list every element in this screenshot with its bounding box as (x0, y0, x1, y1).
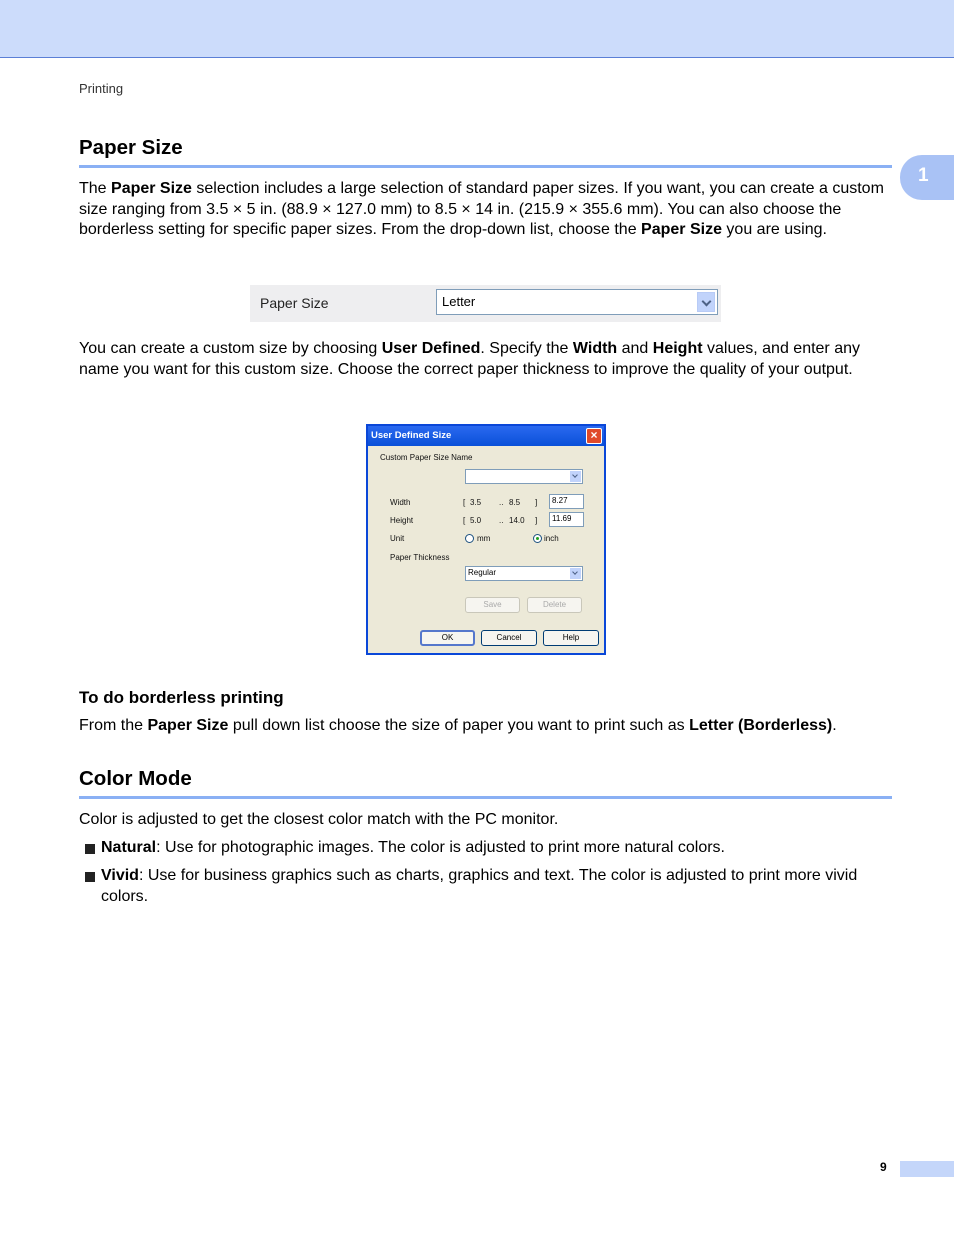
save-button[interactable]: Save (465, 597, 520, 613)
width-label: Width (390, 498, 411, 507)
breadcrumb: Printing (79, 81, 124, 96)
height-max: 14.0 (509, 516, 525, 525)
borderless-paragraph (79, 716, 894, 737)
height-range-open: [ (463, 516, 466, 525)
bullet-text (101, 839, 725, 856)
bullet-text (101, 867, 857, 905)
section-rule (79, 165, 892, 168)
dialog-title-bar (368, 426, 604, 446)
text-run: You can create a custom size by choosing (79, 340, 382, 357)
delete-button[interactable]: Delete (527, 597, 582, 613)
chevron-down-icon[interactable] (570, 568, 581, 579)
text-run: . (832, 717, 837, 734)
unit-label: Unit (390, 534, 405, 543)
width-input[interactable]: 8.27 (549, 494, 584, 509)
bold-term: Width (572, 340, 618, 357)
section-rule (79, 796, 892, 799)
bold-term: Natural (101, 839, 157, 856)
bullet-square-icon (85, 844, 95, 854)
bold-term: Height (652, 340, 703, 357)
help-button[interactable]: Help (543, 630, 599, 646)
user-defined-size-dialog (366, 424, 606, 655)
text-run: and (617, 340, 653, 357)
section-title-color-mode: Color Mode (79, 767, 192, 790)
footer-bar (900, 1161, 954, 1177)
paper-size-value: Letter (442, 294, 476, 309)
text-run: values, and enter any name you want for this custom size. Choose the correct paper thickness to improve the quality of your output. (79, 340, 860, 378)
text-run: From the (79, 717, 148, 734)
text-run: : Use for business graphics such as charts, graphics and text. The color is adjusted to print more vivid colors. (101, 867, 858, 905)
height-label: Height (390, 516, 414, 525)
height-range-sep: .. (499, 516, 504, 525)
bold-term: Paper Size (111, 180, 192, 197)
bullet-square-icon (85, 872, 95, 882)
paper-thickness-combo[interactable] (465, 566, 583, 581)
unit-mm-radio[interactable] (465, 534, 474, 543)
unit-inch-radio[interactable] (533, 534, 542, 543)
paper-thickness-label: Paper Thickness (390, 553, 450, 562)
section-title-borderless: To do borderless printing (79, 688, 284, 707)
section-title-paper-size: Paper Size (79, 136, 183, 159)
close-icon[interactable]: × (586, 428, 602, 444)
paper-size-dropdown[interactable] (436, 289, 718, 315)
width-max: 8.5 (509, 498, 521, 507)
bold-term: Vivid (101, 867, 139, 884)
width-range-close: ] (535, 498, 538, 507)
text-run: you are using. (721, 221, 827, 238)
unit-inch-label: inch (544, 534, 559, 543)
width-range-open: [ (463, 498, 466, 507)
list-item (85, 838, 894, 859)
chapter-number: 1 (918, 165, 929, 186)
width-range-sep: .. (499, 498, 504, 507)
text-run: . Specify the (480, 340, 573, 357)
custom-name-label: Custom Paper Size Name (380, 453, 473, 462)
height-range-close: ] (535, 516, 538, 525)
unit-mm-label: mm (477, 534, 491, 543)
height-min: 5.0 (470, 516, 482, 525)
ok-button[interactable]: OK (420, 630, 475, 646)
paper-size-paragraph (79, 179, 894, 241)
text-run: : Use for photographic images. The color is adjusted to print more natural colors. (156, 839, 725, 856)
paper-thickness-value: Regular (468, 568, 497, 577)
text-run: selection includes a large selection of standard paper sizes. If you want, you can create a custom size ranging from 3.5 × 5 in. (88.9 × 127.0 mm) to 8.5 × 14 in. (215.9 × 355.6 mm). You can also choose the borderless setting for specific paper sizes. From the drop-down list, choose the (79, 180, 884, 238)
paper-size-control-screenshot (250, 285, 721, 322)
color-mode-paragraph: Color is adjusted to get the closest color match with the PC monitor. (79, 811, 559, 828)
bold-term: Paper Size (641, 221, 722, 238)
height-input[interactable]: 11.69 (549, 512, 584, 527)
top-header-band (0, 0, 954, 58)
paper-size-label: Paper Size (260, 295, 329, 311)
page-number: 9 (880, 1160, 887, 1174)
custom-name-combo[interactable] (465, 469, 583, 484)
width-min: 3.5 (470, 498, 482, 507)
chevron-down-icon[interactable] (570, 471, 581, 482)
dialog-title: User Defined Size (371, 430, 452, 441)
cancel-button[interactable]: Cancel (481, 630, 537, 646)
bold-term: Paper Size (147, 717, 229, 734)
bold-term: Letter (Borderless) (689, 717, 833, 734)
chevron-down-icon[interactable] (697, 292, 715, 312)
custom-size-paragraph (79, 339, 894, 380)
text-run: pull down list choose the size of paper you want to print such as (228, 717, 690, 734)
text-run: The (79, 180, 112, 197)
list-item (85, 866, 894, 907)
bold-term: User Defined (381, 340, 481, 357)
chapter-tab (900, 155, 954, 200)
